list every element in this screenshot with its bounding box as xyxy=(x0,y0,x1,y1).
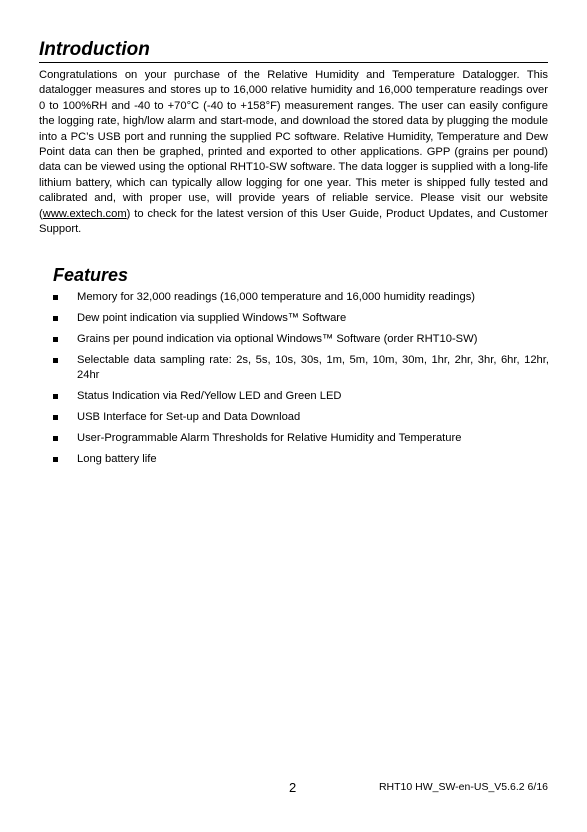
feature-text: Status Indication via Red/Yellow LED and Green LED xyxy=(77,390,342,403)
feature-text: Grains per pound indication via optional Windows™ Software (order RHT10-SW) xyxy=(77,332,478,345)
feature-item xyxy=(53,410,549,425)
feature-item xyxy=(53,431,549,446)
feature-text: Memory for 32,000 readings (16,000 temperature and 16,000 humidity readings) xyxy=(77,291,476,303)
features-heading: Features xyxy=(53,265,129,285)
website-link[interactable]: www.extech.com xyxy=(42,207,127,220)
feature-text: Selectable data sampling rate: 2s, 5s, 10s, 30s, 1m, 5m, 10m, 30m, 1hr, 2hr, 3hr, 6hr, 12hr, 24hr xyxy=(77,353,549,382)
features-list xyxy=(53,290,549,473)
feature-item xyxy=(53,353,549,384)
bullet-icon xyxy=(53,457,58,462)
bullet-icon xyxy=(53,436,58,441)
feature-item xyxy=(53,311,549,326)
introduction-paragraph xyxy=(39,68,548,237)
feature-text: Long battery life xyxy=(77,452,157,465)
bullet-icon xyxy=(53,295,58,300)
document-code: RHT10 HW_SW-en-US_V5.6.2 6/16 xyxy=(378,781,548,793)
bullet-icon xyxy=(53,394,58,399)
intro-text-end: ) to check for the latest version of this User Guide, Product Updates, and Customer Support. xyxy=(39,207,548,236)
bullet-icon xyxy=(53,415,58,420)
bullet-icon xyxy=(53,337,58,342)
feature-item xyxy=(53,452,549,467)
intro-text-start: Congratulations on your purchase of the Relative Humidity and Temperature Datalogger. This datalogger measures and stores up to 16,000 relative humidity and 16,000 temperature readings over 0 to 100%RH and -40 to +70°C (-40 to +158°F) measurement ranges. The user can easily configure the logging rate, high/low alarm and start-mode, and download the stored data by plugging the module into a PC’s USB port and running the supplied PC software. Relative Humidity, Temperature and Dew Point data can then be graphed, printed and exported to other applications. GPP (grains per pound) data can be viewed using the optional RHT10-SW software. The data logger is supplied with a long-life lithium battery, which can typically allow logging for one year. This meter is shipped fully tested and calibrated and, with proper use, will provide years of reliable service. Please visit our website ( xyxy=(39,69,548,220)
feature-text: USB Interface for Set-up and Data Download xyxy=(77,410,301,423)
bullet-icon xyxy=(53,358,58,363)
feature-text: User-Programmable Alarm Thresholds for Relative Humidity and Temperature xyxy=(77,431,462,444)
introduction-heading: Introduction xyxy=(39,38,548,63)
feature-item xyxy=(53,290,549,305)
feature-text: Dew point indication via supplied Windows™ Software xyxy=(77,311,347,324)
bullet-icon xyxy=(53,316,58,321)
feature-item xyxy=(53,389,549,404)
page-number: 2 xyxy=(289,780,297,795)
feature-item xyxy=(53,332,549,347)
